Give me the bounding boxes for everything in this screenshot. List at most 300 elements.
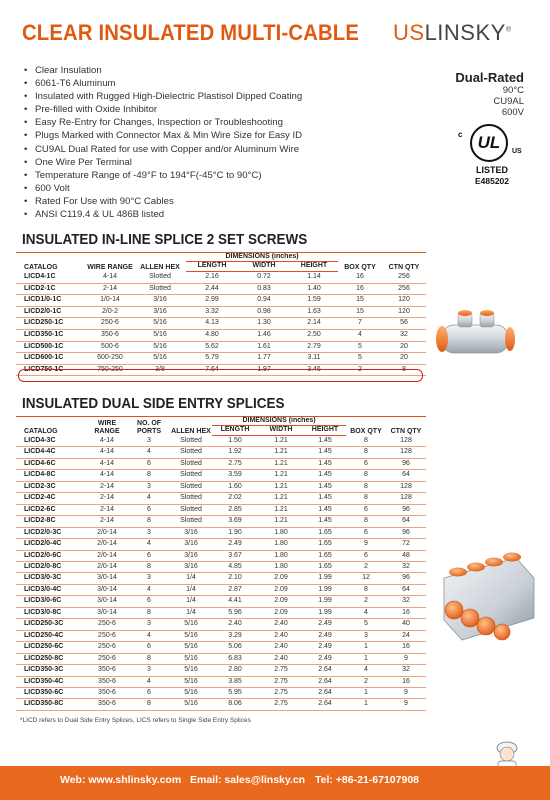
table-cell: 1.45 xyxy=(304,516,346,527)
table-cell: 4 xyxy=(346,607,386,618)
rating-voltage: 600V xyxy=(501,107,524,118)
table-cell: 3 xyxy=(128,665,170,676)
table-cell: 8 xyxy=(346,516,386,527)
table-cell: LICD250-4C xyxy=(16,630,86,641)
table-row xyxy=(16,295,426,307)
table-cell: 1.30 xyxy=(238,318,290,330)
table-cell: LICD350-4C xyxy=(16,676,86,687)
table-cell: 4-14 xyxy=(86,458,128,469)
table-cell: 128 xyxy=(386,447,426,458)
table-cell: 8 xyxy=(128,561,170,572)
table-cell: 8 xyxy=(128,516,170,527)
table-cell: 3.32 xyxy=(186,306,238,318)
table-cell: LICD3/0-4C xyxy=(16,584,86,595)
ul-logo-text: UL xyxy=(477,133,501,152)
table-cell: LICD2-1C xyxy=(16,283,86,295)
table-cell: 1.65 xyxy=(304,527,346,538)
table-cell: 3.85 xyxy=(212,676,258,687)
feature-item: • CU9AL Dual Rated for use with Copper and/or Aluminum Wire xyxy=(24,143,364,156)
col-length: LENGTH xyxy=(186,262,238,272)
table-cell: 5/16 xyxy=(170,642,212,653)
table-cell: 1.99 xyxy=(304,573,346,584)
table-cell: 6 xyxy=(128,458,170,469)
table-cell: 5.62 xyxy=(186,341,238,353)
table-cell: 2.10 xyxy=(212,573,258,584)
table-cell: 2.87 xyxy=(212,584,258,595)
feature-item: • Pre-filled with Oxide Inhibitor xyxy=(24,103,364,116)
table-cell: 20 xyxy=(382,341,426,353)
feature-item: • One Wire Per Terminal xyxy=(24,156,364,169)
table-cell: LICD250-3C xyxy=(16,619,86,630)
table-cell: LICD4-1C xyxy=(16,272,86,284)
table-cell: 5/16 xyxy=(170,676,212,687)
table-cell: 5.06 xyxy=(212,642,258,653)
table-cell: LICD4-4C xyxy=(16,447,86,458)
table-cell: LICD2/0-8C xyxy=(16,561,86,572)
table-cell: 7 xyxy=(338,318,382,330)
table-cell: 16 xyxy=(338,272,382,284)
feature-item: • 6061-T6 Aluminum xyxy=(24,77,364,90)
table-cell: 8 xyxy=(346,493,386,504)
table-cell: 32 xyxy=(386,596,426,607)
table-cell: 4 xyxy=(338,329,382,341)
table-cell: LICD1/0-1C xyxy=(16,295,86,307)
table-cell: 2 xyxy=(346,561,386,572)
table-cell: 1.97 xyxy=(238,364,290,376)
table-cell: Slotted xyxy=(170,493,212,504)
dual-rating-block xyxy=(455,70,524,118)
table-cell: LICD750-1C xyxy=(16,364,86,376)
table-cell: 3.46 xyxy=(290,364,338,376)
table-cell: 256 xyxy=(382,283,426,295)
table-cell: 3 xyxy=(128,436,170,447)
table-cell: 2.64 xyxy=(304,699,346,710)
page-footer xyxy=(0,766,550,800)
table-cell: LICD3/0-8C xyxy=(16,607,86,618)
table-cell: 72 xyxy=(386,539,426,550)
table-cell: 2.49 xyxy=(304,619,346,630)
table-cell: 3 xyxy=(346,630,386,641)
table-cell: 5.79 xyxy=(186,353,238,365)
table-cell: LICD2/0-6C xyxy=(16,550,86,561)
table-row xyxy=(16,584,426,595)
table-cell: 2.50 xyxy=(290,329,338,341)
table-cell: 2.79 xyxy=(290,341,338,353)
table-cell: 3 xyxy=(128,573,170,584)
table-cell: 5 xyxy=(338,341,382,353)
table-cell: 2.64 xyxy=(304,676,346,687)
table-cell: 6 xyxy=(128,504,170,515)
col-catalog: CATALOG xyxy=(16,417,86,436)
table-cell: 350-6 xyxy=(86,676,128,687)
table-row xyxy=(16,283,426,295)
table-cell: 0.83 xyxy=(238,283,290,295)
table-cell: 1.80 xyxy=(258,561,304,572)
table-cell: 2.49 xyxy=(304,653,346,664)
col-ctn-qty: CTN QTY xyxy=(382,253,426,272)
table-cell: 1.60 xyxy=(212,481,258,492)
table-cell: 8 xyxy=(346,481,386,492)
table-cell: 5/16 xyxy=(134,341,186,353)
table-cell: 500-6 xyxy=(86,341,134,353)
table-cell: 1.45 xyxy=(304,447,346,458)
table-cell: 1.21 xyxy=(258,504,304,515)
table-cell: 4.85 xyxy=(212,561,258,572)
table-cell: 5/16 xyxy=(134,353,186,365)
col-height: HEIGHT xyxy=(304,426,346,436)
table-cell: LICD250-1C xyxy=(16,318,86,330)
table-cell: 2.09 xyxy=(258,596,304,607)
table-cell: 120 xyxy=(382,306,426,318)
table-cell: 2/0-2 xyxy=(86,306,134,318)
table-cell: 15 xyxy=(338,295,382,307)
table-cell: 64 xyxy=(386,470,426,481)
table-cell: 5/16 xyxy=(134,318,186,330)
table-cell: 2.75 xyxy=(258,687,304,698)
page-title: CLEAR INSULATED MULTI-CABLE xyxy=(22,20,360,45)
table-cell: LICD3/0-6C xyxy=(16,596,86,607)
table-cell: 2-14 xyxy=(86,516,128,527)
table-cell: 2-14 xyxy=(86,283,134,295)
dual-side-splice-product-image xyxy=(430,548,540,648)
table-cell: 5.96 xyxy=(212,607,258,618)
table-cell: 6 xyxy=(346,504,386,515)
table-cell: 5/16 xyxy=(170,653,212,664)
table-cell: 2.75 xyxy=(258,665,304,676)
table-row xyxy=(16,619,426,630)
logo-registered-mark: ® xyxy=(505,26,512,34)
table-cell: LICD2-4C xyxy=(16,493,86,504)
table-cell: 4 xyxy=(128,493,170,504)
col-height: HEIGHT xyxy=(290,262,338,272)
table-cell: 32 xyxy=(386,561,426,572)
table-cell: 2 xyxy=(346,676,386,687)
table-cell: 4 xyxy=(346,665,386,676)
feature-list xyxy=(24,64,364,221)
inline-splice-product-image xyxy=(432,305,522,365)
table-cell: 2.02 xyxy=(212,493,258,504)
table-cell: 2/0-14 xyxy=(86,539,128,550)
table-cell: 24 xyxy=(386,630,426,641)
table-cell: Slotted xyxy=(170,447,212,458)
table-row xyxy=(16,653,426,664)
table-cell: 128 xyxy=(386,493,426,504)
table-cell: 9 xyxy=(386,653,426,664)
table-cell: LICD4-3C xyxy=(16,436,86,447)
table-cell: 2.80 xyxy=(212,665,258,676)
table-cell: 4-14 xyxy=(86,447,128,458)
table-cell: 9 xyxy=(346,539,386,550)
table-row xyxy=(16,272,426,284)
table-cell: 4 xyxy=(128,630,170,641)
col-width: WIDTH xyxy=(258,426,304,436)
table-cell: LICD350-8C xyxy=(16,699,86,710)
table-cell: 250-6 xyxy=(86,318,134,330)
table-cell: 4.41 xyxy=(212,596,258,607)
table-cell: 3/16 xyxy=(170,561,212,572)
table-cell: 4 xyxy=(128,676,170,687)
col-allen-hex: ALLEN HEX xyxy=(134,253,186,272)
table-cell: 1.21 xyxy=(258,516,304,527)
table-cell: 250-6 xyxy=(86,653,128,664)
table-cell: 6.83 xyxy=(212,653,258,664)
table-cell: 1 xyxy=(346,687,386,698)
table-row xyxy=(16,447,426,458)
table-cell: 3 xyxy=(128,481,170,492)
table-cell: 3/16 xyxy=(170,550,212,561)
table-cell: 4.80 xyxy=(186,329,238,341)
table-cell: 2.09 xyxy=(258,607,304,618)
table-cell: 4-14 xyxy=(86,436,128,447)
table-cell: LICD2/0-4C xyxy=(16,539,86,550)
table-cell: 5 xyxy=(338,353,382,365)
table-cell: 2.16 xyxy=(186,272,238,284)
table-cell: 2.75 xyxy=(258,699,304,710)
table-row xyxy=(16,341,426,353)
table-cell: 4-14 xyxy=(86,272,134,284)
table-cell: 1.65 xyxy=(304,539,346,550)
page-header xyxy=(0,0,550,52)
table-row xyxy=(16,642,426,653)
table-cell: 7.64 xyxy=(186,364,238,376)
table-row xyxy=(16,318,426,330)
table-cell: 16 xyxy=(386,607,426,618)
table-row xyxy=(16,329,426,341)
table-cell: 3 xyxy=(128,619,170,630)
table-cell: 96 xyxy=(386,527,426,538)
table-cell: 3/16 xyxy=(134,306,186,318)
table-cell: 2-14 xyxy=(86,481,128,492)
table-cell: 32 xyxy=(386,665,426,676)
table-cell: 1.21 xyxy=(258,493,304,504)
table-cell: 1/4 xyxy=(170,573,212,584)
table-cell: 2-14 xyxy=(86,504,128,515)
table-cell: 3/0-14 xyxy=(86,607,128,618)
table-cell: 3.29 xyxy=(212,630,258,641)
table-cell: 15 xyxy=(338,306,382,318)
table-cell: 5/16 xyxy=(170,630,212,641)
table-cell: 2.64 xyxy=(304,687,346,698)
highlighted-row-outline xyxy=(18,369,423,382)
table-cell: 1 xyxy=(346,642,386,653)
table-cell: 5.95 xyxy=(212,687,258,698)
table-row xyxy=(16,353,426,365)
table-cell: 2.09 xyxy=(258,584,304,595)
table-cell: LICD600-1C xyxy=(16,353,86,365)
table-cell: 8 xyxy=(128,653,170,664)
table-cell: 6 xyxy=(128,642,170,653)
table-cell: Slotted xyxy=(170,436,212,447)
ul-us-mark: US xyxy=(512,148,522,155)
footer-tel: Tel: +86-21-67107908 xyxy=(315,774,420,786)
table-cell: 350-6 xyxy=(86,329,134,341)
table-cell: 4-14 xyxy=(86,470,128,481)
table-cell: 8 xyxy=(346,584,386,595)
brand-logo xyxy=(393,20,512,46)
table-row xyxy=(16,516,426,527)
table-cell: 1.92 xyxy=(212,447,258,458)
ul-file-number: E485202 xyxy=(474,176,510,186)
table-row xyxy=(16,306,426,318)
table-cell: 1.80 xyxy=(258,550,304,561)
table-cell: 1.45 xyxy=(304,504,346,515)
feature-item: • Clear Insulation xyxy=(24,64,364,77)
table-cell: LICD2-6C xyxy=(16,504,86,515)
table-cell: 1.63 xyxy=(290,306,338,318)
col-width: WIDTH xyxy=(238,262,290,272)
table-cell: 6 xyxy=(346,527,386,538)
table-cell: 2-14 xyxy=(86,493,128,504)
table-cell: 20 xyxy=(382,353,426,365)
table-cell: 8 xyxy=(346,470,386,481)
table-cell: 2.85 xyxy=(212,504,258,515)
table-cell: LICD350-1C xyxy=(16,329,86,341)
table-cell: 1.65 xyxy=(304,550,346,561)
table-cell: 0.94 xyxy=(238,295,290,307)
table-cell: 40 xyxy=(386,619,426,630)
table-row xyxy=(16,630,426,641)
table-cell: 128 xyxy=(386,436,426,447)
rating-temp: 90°C xyxy=(502,85,524,96)
table-row xyxy=(16,665,426,676)
table-row xyxy=(16,573,426,584)
table-cell: 2.40 xyxy=(258,619,304,630)
table-cell: 8 xyxy=(128,607,170,618)
table-cell: 2.44 xyxy=(186,283,238,295)
dual-rated-title: Dual-Rated xyxy=(455,70,524,85)
footnote: *LICD refers to Dual Side Entry Splices, LICS refers to Single Side Entry Splices xyxy=(20,717,251,724)
table-row xyxy=(16,539,426,550)
table-cell: 12 xyxy=(346,573,386,584)
table-cell: 0.72 xyxy=(238,272,290,284)
table-cell: 1.90 xyxy=(212,527,258,538)
table-cell: LICD4-8C xyxy=(16,470,86,481)
footer-web[interactable]: Web: www.shlinsky.com xyxy=(60,774,182,786)
table-cell: 2.75 xyxy=(212,458,258,469)
table-cell: 3/0-14 xyxy=(86,573,128,584)
table-cell: 1.77 xyxy=(238,353,290,365)
table-cell: 96 xyxy=(386,573,426,584)
table-cell: Slotted xyxy=(170,504,212,515)
table-cell: 3/16 xyxy=(134,295,186,307)
table-row xyxy=(16,676,426,687)
table-cell: 96 xyxy=(386,458,426,469)
table-cell: 2.14 xyxy=(290,318,338,330)
footer-email[interactable]: Email: sales@linsky.cn xyxy=(190,774,306,786)
col-box-qty: BOX QTY xyxy=(346,417,386,436)
table-cell: 4 xyxy=(128,539,170,550)
table-cell: 8 xyxy=(128,470,170,481)
table-cell: 1.50 xyxy=(212,436,258,447)
table-cell: 350-6 xyxy=(86,665,128,676)
table-cell: 2.40 xyxy=(258,653,304,664)
table-cell: 8 xyxy=(346,447,386,458)
table-cell: 2 xyxy=(346,596,386,607)
table-cell: 3.59 xyxy=(212,470,258,481)
table-cell: 1.21 xyxy=(258,436,304,447)
table-cell: Slotted xyxy=(170,470,212,481)
table-cell: 64 xyxy=(386,584,426,595)
table-cell: 3/16 xyxy=(170,539,212,550)
table-cell: 4 xyxy=(128,447,170,458)
table-cell: 2.40 xyxy=(258,630,304,641)
table-cell: 6 xyxy=(346,458,386,469)
table-cell: 5/16 xyxy=(134,329,186,341)
table-cell: 4 xyxy=(128,584,170,595)
table-cell: 5 xyxy=(346,619,386,630)
table-cell: 8 xyxy=(382,364,426,376)
table-cell: 6 xyxy=(128,550,170,561)
table-cell: 1.45 xyxy=(304,481,346,492)
table-cell: 8 xyxy=(346,436,386,447)
table-cell: 0.98 xyxy=(238,306,290,318)
table-row xyxy=(16,481,426,492)
table-cell: 1/4 xyxy=(170,584,212,595)
feature-item: • Insulated with Rugged High-Dielectric Plastisol Dipped Coating xyxy=(24,90,364,103)
table-cell: 8 xyxy=(128,699,170,710)
table-cell: 64 xyxy=(386,516,426,527)
col-wire-range: WIRE RANGE xyxy=(86,253,134,272)
col-no-of-ports: NO. OF PORTS xyxy=(128,417,170,436)
table-cell: 350-6 xyxy=(86,687,128,698)
table-cell: 16 xyxy=(338,283,382,295)
table-cell: 2.49 xyxy=(304,630,346,641)
table-cell: 1.99 xyxy=(304,596,346,607)
table-cell: Slotted xyxy=(134,272,186,284)
table-cell: Slotted xyxy=(170,516,212,527)
table-row xyxy=(16,561,426,572)
table-cell: 2 xyxy=(338,364,382,376)
table-cell: Slotted xyxy=(134,283,186,295)
rating-material: CU9AL xyxy=(493,96,524,107)
ul-listed-label: LISTED xyxy=(475,165,508,175)
table-cell: 1.14 xyxy=(290,272,338,284)
table-cell: 1.45 xyxy=(304,470,346,481)
table-cell: 1.80 xyxy=(258,527,304,538)
table-cell: 1.99 xyxy=(304,584,346,595)
table-cell: 750-250 xyxy=(86,364,134,376)
col-dimensions: DIMENSIONS (inches) xyxy=(212,417,346,426)
table-cell: 1.45 xyxy=(304,436,346,447)
table-cell: 5/16 xyxy=(170,699,212,710)
table-cell: 4.13 xyxy=(186,318,238,330)
table-cell: 2.40 xyxy=(212,619,258,630)
col-box-qty: BOX QTY xyxy=(338,253,382,272)
table-row xyxy=(16,687,426,698)
table-cell: 350-6 xyxy=(86,699,128,710)
table-cell: 96 xyxy=(386,504,426,515)
feature-item: • ANSI C119.4 & UL 486B listed xyxy=(24,208,364,221)
table-cell: 6 xyxy=(128,687,170,698)
table-cell: 5/16 xyxy=(170,665,212,676)
table1-title: INSULATED IN-LINE SPLICE 2 SET SCREWS xyxy=(22,232,308,248)
table-cell: 2.49 xyxy=(212,539,258,550)
ul-listed-icon xyxy=(470,124,508,162)
table-row xyxy=(16,436,426,447)
feature-item: • Rated For Use with 90°C Cables xyxy=(24,195,364,208)
table-cell: 2.49 xyxy=(304,642,346,653)
table-cell: 16 xyxy=(386,642,426,653)
table-cell: 3.69 xyxy=(212,516,258,527)
table-cell: 3/0-14 xyxy=(86,584,128,595)
table-cell: 1/0-14 xyxy=(86,295,134,307)
table-row xyxy=(16,550,426,561)
col-dimensions: DIMENSIONS (inches) xyxy=(186,253,338,262)
table-cell: 6 xyxy=(346,550,386,561)
table-cell: 256 xyxy=(382,272,426,284)
table-cell: LICD500-1C xyxy=(16,341,86,353)
table-cell: LICD2/0-1C xyxy=(16,306,86,318)
